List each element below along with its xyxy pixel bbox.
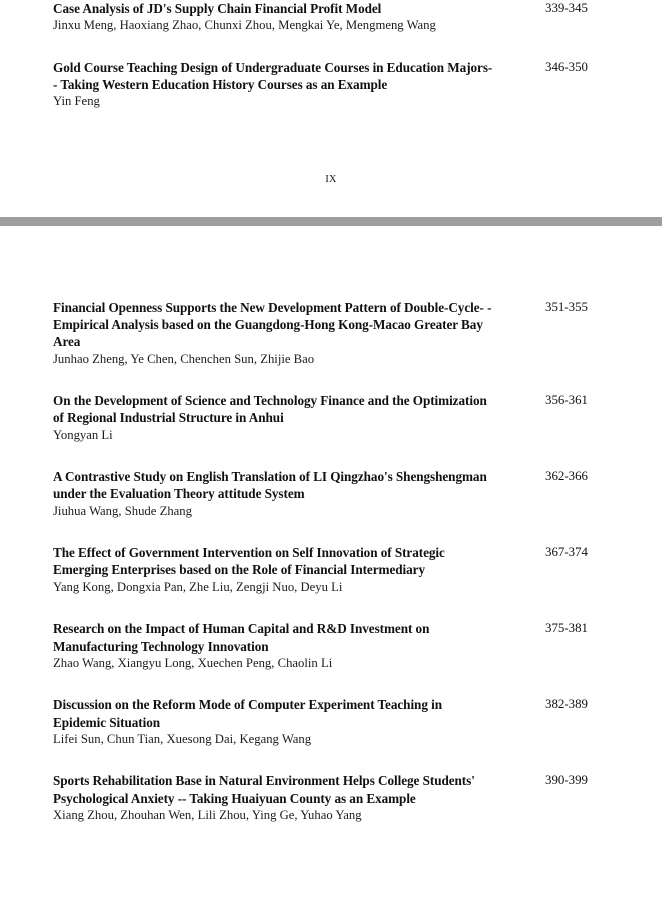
toc-entry-page-range: 351-355 [545, 299, 588, 314]
toc-entry-body [53, 544, 493, 596]
toc-entry-title[interactable]: Financial Openness Supports the New Development Pattern of Double-Cycle- - Empirical Analysis based on the Guangdong-Hong Kong-Macao Greater Bay Area [53, 299, 492, 350]
toc-entry-page-range: 375-381 [545, 621, 588, 636]
toc-entry-title[interactable]: Discussion on the Reform Mode of Computer Experiment Teaching in Epidemic Situation [53, 697, 442, 730]
folio-top-spacer [0, 135, 662, 173]
toc-entry-body [53, 468, 493, 520]
toc-entry-authors: Yang Kong, Dongxia Pan, Zhe Liu, Zengji Nuo, Deyu Li [53, 579, 343, 594]
toc-entry-body [53, 299, 493, 368]
toc-entry-page-range: 382-389 [545, 697, 588, 712]
toc-entry-authors: Lifei Sun, Chun Tian, Xuesong Dai, Kegang Wang [53, 731, 312, 746]
toc-entry-title[interactable]: On the Development of Science and Technology Finance and the Optimization of Regional Industrial Structure in Anhui [53, 393, 487, 426]
toc-entry-page-range: 346-350 [545, 59, 588, 74]
toc-entry-title[interactable]: Sports Rehabilitation Base in Natural Environment Helps College Students' Psychological Anxiety -- Taking Huaiyuan County as an Example [53, 773, 475, 806]
toc-entry[interactable] [0, 696, 662, 748]
toc-entry-body [53, 620, 493, 672]
toc-entry-authors: Yongyan Li [53, 427, 113, 442]
toc-entry[interactable] [0, 620, 662, 672]
toc-entry-body [53, 696, 493, 748]
toc-entry[interactable] [0, 392, 662, 444]
toc-entry-title[interactable]: Research on the Impact of Human Capital and R&D Investment on Manufacturing Technology Innovation [53, 621, 430, 654]
toc-entry-body [53, 772, 493, 824]
toc-entry-body [53, 59, 493, 111]
toc-entry[interactable] [0, 299, 662, 368]
toc-entry-body [53, 392, 493, 444]
toc-entry-list-page-ten [0, 299, 662, 825]
toc-entry-page-range: 356-361 [545, 393, 588, 408]
toc-entry[interactable] [0, 544, 662, 596]
toc-entry[interactable] [0, 468, 662, 520]
toc-entry-body [53, 0, 493, 35]
toc-entry-title[interactable]: The Effect of Government Intervention on Self Innovation of Strategic Emerging Enterprises based on the Role of Financial Intermediary [53, 545, 445, 578]
toc-entry[interactable] [0, 772, 662, 824]
page-break-divider [0, 217, 662, 226]
folio-bottom-spacer [0, 187, 662, 217]
toc-page-ten [0, 299, 662, 825]
toc-entry[interactable] [0, 59, 662, 111]
toc-entry-page-range: 390-399 [545, 773, 588, 788]
toc-entry-authors: Xiang Zhou, Zhouhan Wen, Lili Zhou, Ying Ge, Yuhao Yang [53, 807, 362, 822]
toc-entry-title[interactable]: Case Analysis of JD's Supply Chain Financial Profit Model [53, 1, 382, 16]
page-folio-nine: IX [325, 173, 337, 185]
toc-entry[interactable] [0, 0, 662, 35]
toc-entry-page-range: 362-366 [545, 469, 588, 484]
toc-entry-title[interactable]: A Contrastive Study on English Translation of LI Qingzhao's Shengshengman under the Evaluation Theory attitude System [53, 469, 487, 502]
page-top-margin [0, 226, 662, 299]
toc-entry-page-range: 339-345 [545, 1, 588, 15]
toc-entry-authors: Yin Feng [53, 94, 100, 109]
toc-page-nine [0, 0, 662, 217]
toc-entry-title[interactable]: Gold Course Teaching Design of Undergraduate Courses in Education Majors-- Taking Western Education History Courses as an Example [53, 59, 493, 93]
toc-entry-list-page-nine [0, 0, 662, 111]
page-bottom-margin [0, 848, 662, 908]
toc-entry-authors: Zhao Wang, Xiangyu Long, Xuechen Peng, Chaolin Li [53, 655, 333, 670]
toc-entry-authors: Junhao Zheng, Ye Chen, Chenchen Sun, Zhijie Bao [53, 351, 315, 366]
toc-entry-authors: Jinxu Meng, Haoxiang Zhao, Chunxi Zhou, Mengkai Ye, Mengmeng Wang [53, 18, 436, 33]
toc-entry-page-range: 367-374 [545, 545, 588, 560]
toc-entry-authors: Jiuhua Wang, Shude Zhang [53, 503, 192, 518]
